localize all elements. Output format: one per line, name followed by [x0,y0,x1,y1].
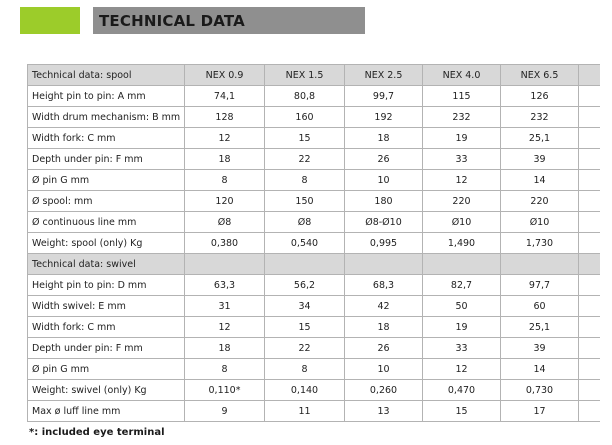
value-cell: 31 [185,296,265,317]
edge-cell [579,65,600,86]
value-cell: 39 [501,149,579,170]
value-cell: 0,730 [501,380,579,401]
value-cell: 97,7 [501,275,579,296]
value-cell: 8 [265,170,345,191]
value-cell: 22 [265,149,345,170]
row-label: Height pin to pin: D mm [28,275,185,296]
value-cell: 68,3 [345,275,423,296]
column-header: NEX 1.5 [265,65,345,86]
value-cell: 60 [501,296,579,317]
row-label: Height pin to pin: A mm [28,86,185,107]
value-cell: Ø8 [265,212,345,233]
value-cell: 50 [423,296,501,317]
table-row [28,170,600,191]
value-cell: 33 [423,149,501,170]
table-row [28,212,600,233]
table-row [28,275,600,296]
spool-header-row [28,65,600,86]
value-cell: 17 [501,401,579,422]
row-label: Ø spool: mm [28,191,185,212]
value-cell: 33 [423,338,501,359]
value-cell: 80,8 [265,86,345,107]
value-cell: 12 [423,359,501,380]
row-label: Depth under pin: F mm [28,338,185,359]
row-label: Ø pin G mm [28,170,185,191]
row-label: Ø continuous line mm [28,212,185,233]
value-cell: 14 [501,359,579,380]
value-cell: 13 [345,401,423,422]
table-row [28,191,600,212]
table-row [28,128,600,149]
header-cell [501,254,579,275]
value-cell: 120 [185,191,265,212]
row-label: Max ø luff line mm [28,401,185,422]
swivel-header-row [28,254,600,275]
accent-block [20,7,80,34]
value-cell: 8 [185,170,265,191]
value-cell: 0,995 [345,233,423,254]
value-cell: Ø10 [423,212,501,233]
technical-data-table [27,64,600,422]
value-cell: 8 [265,359,345,380]
value-cell: 0,110* [185,380,265,401]
footnote: *: included eye terminal [29,427,165,438]
table-row [28,401,600,422]
table-row [28,380,600,401]
value-cell: 0,140 [265,380,345,401]
edge-cell [579,254,600,275]
table-row [28,233,600,254]
value-cell: 11 [265,401,345,422]
header-cell [265,254,345,275]
value-cell: 1,490 [423,233,501,254]
value-cell: 0,260 [345,380,423,401]
value-cell: Ø8 [185,212,265,233]
row-label: Width swivel: E mm [28,296,185,317]
value-cell: 18 [345,128,423,149]
column-header: NEX 2.5 [345,65,423,86]
edge-cell [579,401,600,422]
value-cell: 150 [265,191,345,212]
value-cell: Ø8-Ø10 [345,212,423,233]
header-cell [423,254,501,275]
value-cell: 15 [423,401,501,422]
value-cell: 115 [423,86,501,107]
edge-cell [579,359,600,380]
header-cell [345,254,423,275]
header-cell [185,254,265,275]
edge-cell [579,107,600,128]
column-header: NEX 0.9 [185,65,265,86]
value-cell: 18 [185,149,265,170]
value-cell: 15 [265,128,345,149]
edge-cell [579,233,600,254]
table-row [28,317,600,338]
value-cell: 232 [501,107,579,128]
value-cell: 25,1 [501,317,579,338]
value-cell: 0,540 [265,233,345,254]
row-label: Width drum mechanism: B mm [28,107,185,128]
value-cell: 34 [265,296,345,317]
value-cell: 19 [423,317,501,338]
page-title: TECHNICAL DATA [99,11,245,30]
row-label: Weight: spool (only) Kg [28,233,185,254]
value-cell: 12 [185,317,265,338]
table-row [28,338,600,359]
value-cell: 0,380 [185,233,265,254]
edge-cell [579,86,600,107]
value-cell: 19 [423,128,501,149]
value-cell: 82,7 [423,275,501,296]
value-cell: 0,470 [423,380,501,401]
table-row [28,296,600,317]
value-cell: 1,730 [501,233,579,254]
value-cell: 160 [265,107,345,128]
value-cell: 126 [501,86,579,107]
value-cell: 220 [423,191,501,212]
title-bar [93,7,365,34]
value-cell: 18 [185,338,265,359]
row-label: Depth under pin: F mm [28,149,185,170]
spool-header-label: Technical data: spool [28,65,185,86]
value-cell: 15 [265,317,345,338]
edge-cell [579,212,600,233]
value-cell: 26 [345,338,423,359]
value-cell: 99,7 [345,86,423,107]
value-cell: 14 [501,170,579,191]
value-cell: 8 [185,359,265,380]
column-header: NEX 6.5 [501,65,579,86]
value-cell: 12 [185,128,265,149]
column-header: NEX 4.0 [423,65,501,86]
edge-cell [579,149,600,170]
value-cell: 74,1 [185,86,265,107]
value-cell: 63,3 [185,275,265,296]
value-cell: 220 [501,191,579,212]
value-cell: 56,2 [265,275,345,296]
edge-cell [579,317,600,338]
value-cell: 42 [345,296,423,317]
table-row [28,149,600,170]
value-cell: 12 [423,170,501,191]
value-cell: 18 [345,317,423,338]
edge-cell [579,338,600,359]
edge-cell [579,191,600,212]
table-row [28,86,600,107]
value-cell: 10 [345,359,423,380]
value-cell: 10 [345,170,423,191]
value-cell: 25,1 [501,128,579,149]
value-cell: 232 [423,107,501,128]
edge-cell [579,128,600,149]
edge-cell [579,380,600,401]
edge-cell [579,275,600,296]
row-label: Width fork: C mm [28,317,185,338]
swivel-header-label: Technical data: swivel [28,254,185,275]
row-label: Weight: swivel (only) Kg [28,380,185,401]
technical-data-body [28,65,600,422]
table-row [28,359,600,380]
edge-cell [579,296,600,317]
value-cell: 192 [345,107,423,128]
value-cell: Ø10 [501,212,579,233]
row-label: Ø pin G mm [28,359,185,380]
value-cell: 180 [345,191,423,212]
value-cell: 128 [185,107,265,128]
table-row [28,107,600,128]
row-label: Width fork: C mm [28,128,185,149]
value-cell: 22 [265,338,345,359]
value-cell: 9 [185,401,265,422]
edge-cell [579,170,600,191]
value-cell: 39 [501,338,579,359]
value-cell: 26 [345,149,423,170]
